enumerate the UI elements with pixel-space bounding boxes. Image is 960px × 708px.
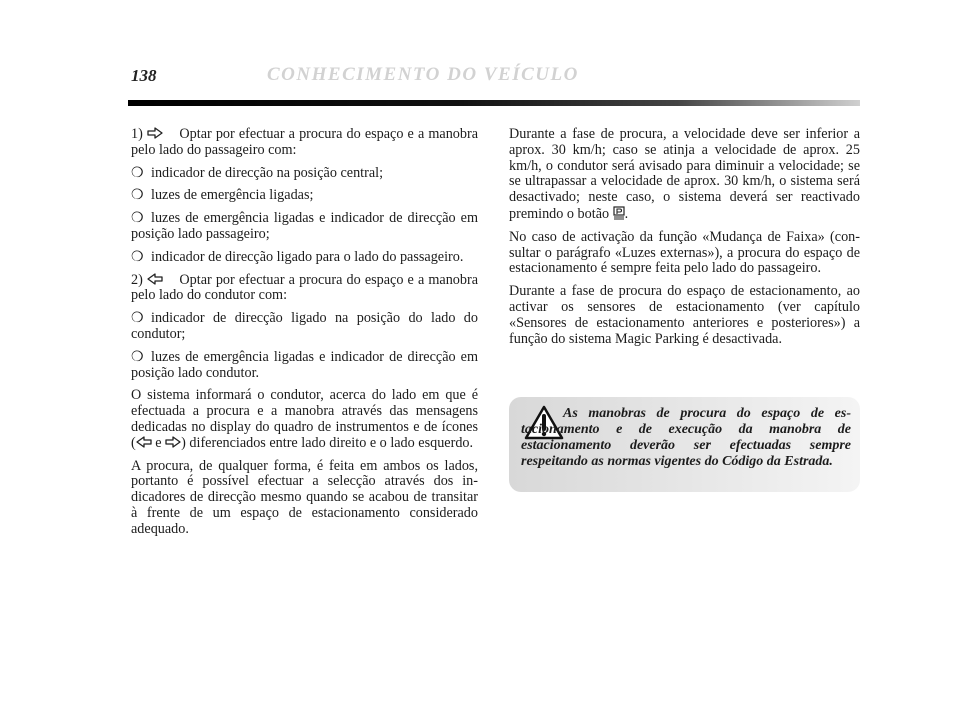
bullet-icon: ❍ xyxy=(131,165,144,181)
list-item: ❍ indicador de direcção ligado na posição do lado do condutor; xyxy=(131,310,478,342)
running-title: CONHECIMENTO DO VEÍCULO xyxy=(267,64,579,85)
option-1-text: Optar por efectuar a procura do espaço e a manobra pelo lado do passageiro com: xyxy=(131,126,479,158)
left-arrow-icon xyxy=(147,273,163,285)
paragraph-option-1 xyxy=(131,127,478,159)
list-item: ❍ luzes de emergência ligadas e indicador de direcção em posição lado condutor. xyxy=(131,348,478,381)
list-item: ❍ indicador de direcção na posição central; xyxy=(131,164,384,181)
warning-box xyxy=(509,397,860,492)
paragraph-notification: O sistema informará o condutor, acerca do lado em que é efectuada a procura e a manobra através das mensagens dedicadas no display do quadro de instrumentos e de ícones ( e ) diferenciados entre lado direito e o lado esquerdo. xyxy=(131,387,478,451)
list-item: ❍ indicador de direcção ligado para o lado do passageiro. xyxy=(131,248,464,265)
bullet-icon: ❍ xyxy=(131,349,144,365)
paragraph-search-both-sides: A procura, de qualquer forma, é feita em ambos os lados, portanto é possível efectuar a selecção através dos indicadores de direcção mesmo quando se acabou de transitar à frente de um espaço de estacionamento considerado adequado. xyxy=(131,457,478,537)
left-arrow-icon xyxy=(136,436,152,448)
paragraph-speed: Durante a fase de procura, a velocidade deve ser inferior a aprox. 30 km/h; caso se atinja a velocidade de aprox. 25 km/h, o condutor será avisado para diminuir a velocidade; se se ultrapassar a velocidade de aprox. 30 km/h, o sistema será desactivado; neste caso, o sistema deverá ser reactivado premindo o botão . xyxy=(509,126,860,222)
option-2-text: Optar por efectuar a procura do espaço e a manobra pelo lado do condutor com: xyxy=(131,271,479,304)
bullet-icon: ❍ xyxy=(131,211,144,227)
list-item: ❍ luzes de emergência ligadas e indicador de direcção em posição lado passageiro; xyxy=(131,210,478,242)
option-1-number: 1) xyxy=(131,126,143,142)
paragraph-sensors: Durante a fase de procura do espaço de estacionamento, ao activar os sensores de estacionamento (ver capítulo «Sensores de estacionamento anteriores e posteriores») a função do sistema Magic Parking é desactivada. xyxy=(509,283,860,347)
right-arrow-icon xyxy=(147,127,163,139)
right-arrow-icon xyxy=(165,436,181,448)
paragraph-option-2 xyxy=(131,273,478,305)
bullet-icon: ❍ xyxy=(131,249,144,265)
option-2-number: 2) xyxy=(131,271,143,288)
parking-button-icon xyxy=(613,206,625,220)
warning-text: As manobras de procura do espaço de estacionamento e de execução da manobra de estacionamento deverão ser efectuadas sempre respeitando as normas vigentes do Código da Estrada. xyxy=(521,406,851,469)
paragraph-lane-change: No caso de activação da função «Mudança de Faixa» (consultar o parágrafo «Luzes externas»), a procura do espaço de estacionamento é sempre feita pelo lado do passageiro. xyxy=(509,228,860,277)
right-column xyxy=(509,127,860,354)
header-rule xyxy=(128,100,860,106)
bullet-icon: ❍ xyxy=(131,311,144,327)
bullet-icon: ❍ xyxy=(131,188,144,204)
left-column xyxy=(131,127,478,545)
page-number: 138 xyxy=(131,66,157,85)
list-item: ❍ luzes de emergência ligadas; xyxy=(131,187,314,204)
